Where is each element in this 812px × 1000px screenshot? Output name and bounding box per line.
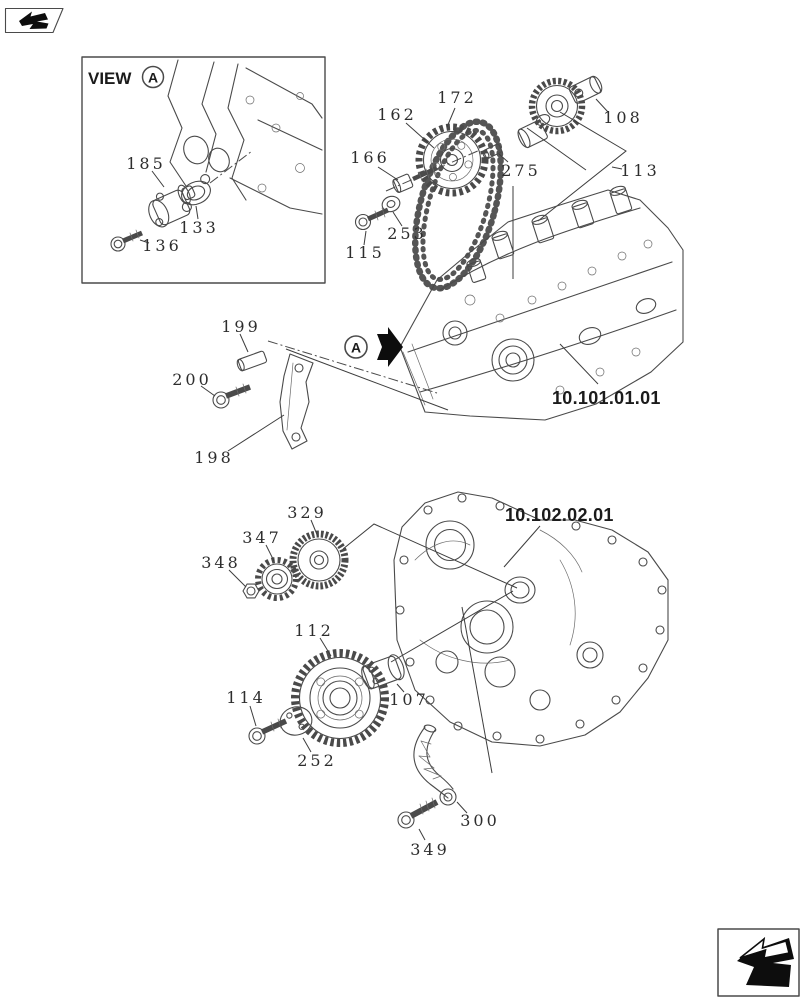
callout-300: 300 [460,811,500,830]
callout-199: 199 [221,317,261,336]
view-direction-marker [345,327,403,367]
upper-chain-guide-group [172,317,448,467]
circled-a-marker: A [350,339,362,356]
callout-329: 329 [287,503,327,522]
callout-115: 115 [345,243,385,262]
view-a-inset [82,57,325,283]
callout-253: 253 [387,224,427,243]
callout-198: 198 [194,448,234,467]
callout-113: 113 [620,161,660,180]
view-label: VIEW [88,69,132,88]
callout-114: 114 [226,688,266,707]
chain-guide-part [280,354,313,449]
page-back-icon [6,9,64,33]
callout-347: 347 [242,528,282,547]
callout-172: 172 [437,88,477,107]
cylinder-head-art [400,185,683,420]
callout-166: 166 [350,148,390,167]
lower-chain-guide-group [398,607,500,859]
callout-136: 136 [142,236,182,255]
timing-chain-assembly [345,88,517,298]
guide-pivot-bolt-part [398,798,437,828]
pump-gear-part [532,81,582,131]
callout-348: 348 [201,553,241,572]
tensioner-bolt-part [111,230,142,251]
callout-108: 108 [603,108,643,127]
idler-gear-group [201,503,517,598]
circled-a-view-icon [143,67,164,88]
callout-107: 107 [389,690,429,709]
callout-162: 162 [377,105,417,124]
timing-case-art [394,492,668,746]
curved-guide-part [414,724,456,805]
inset-housing-art [168,60,322,214]
idler-bolt-part [356,208,389,230]
pump-gear-assembly [482,74,660,279]
crank-gear-group [226,591,513,770]
guide-bolt-part [213,384,250,408]
callout-112: 112 [294,621,334,640]
sprocket-idler-part [258,560,296,598]
svg-text:A: A [147,69,159,86]
callout-133: 133 [179,218,219,237]
callout-252: 252 [297,751,337,770]
callout-200: 200 [172,370,212,389]
direction-arrow-icon [377,327,403,367]
callout-185: 185 [126,154,166,173]
timing-case-ref: 10.102.02.01 [505,505,614,525]
callout-275: 275 [501,161,541,180]
helical-idler-gear-part [293,534,345,586]
cylinder-head-ref: 10.101.01.01 [552,388,661,408]
callout-349: 349 [410,840,450,859]
guide-pin-part [236,351,267,372]
page-forward-icon [718,929,799,996]
